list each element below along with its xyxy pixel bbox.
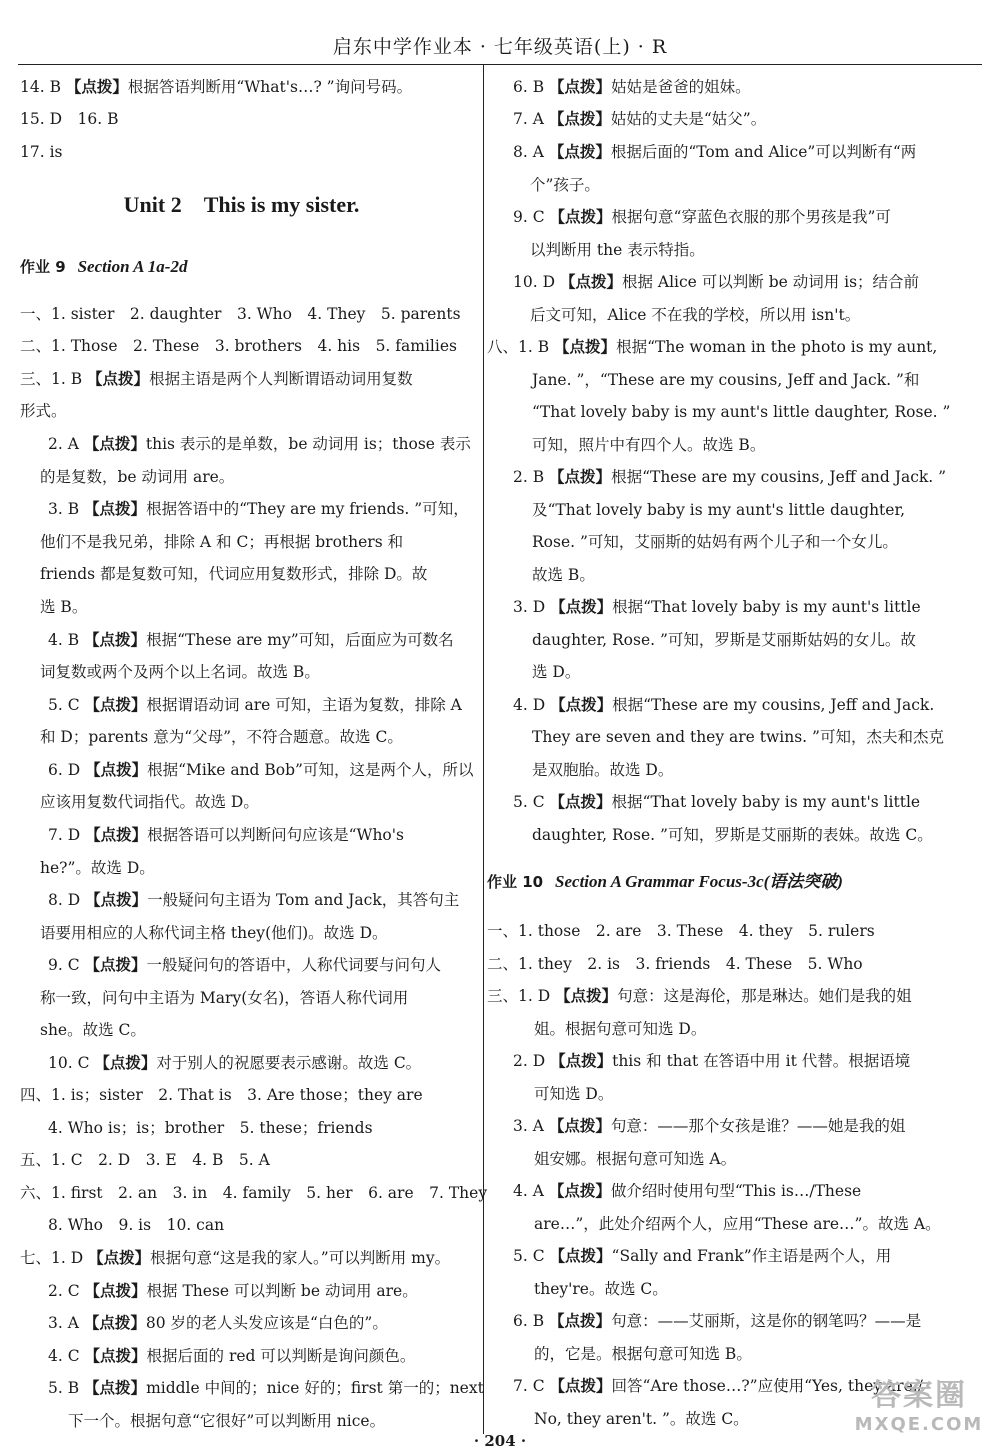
answer-number: 4. D	[513, 696, 551, 714]
answer-number: 5. C	[513, 1247, 550, 1265]
answer-number: “That lovely baby is my aunt's little daughter, Rose. ”	[532, 403, 951, 421]
watermark-text: 答案圈	[871, 1378, 967, 1413]
answer-number: 7. A	[513, 110, 549, 128]
answer-line	[513, 1245, 891, 1267]
explanation-text: 根据“That lovely baby is my aunt's little	[612, 598, 921, 616]
answer-line	[48, 954, 441, 976]
explanation-text: 根据答语判断用“What's…? ”询问号码。	[127, 78, 413, 96]
explanation-text: 句意：这是海伦，那是琳达。她们是我的姐	[617, 987, 912, 1005]
explanation-text: 姑姑是爸爸的姐妹。	[611, 78, 751, 96]
explanation-text: 根据 Alice 可以判断 be 动词用 is；结合前	[621, 273, 920, 291]
answer-number: 八、1. B	[487, 338, 555, 356]
column-divider	[483, 64, 484, 1434]
answer-line	[532, 401, 950, 423]
explanation-text: 80 岁的老人头发应该是“白色的”。	[145, 1314, 388, 1332]
answer-line	[40, 791, 259, 813]
answer-line	[532, 824, 933, 846]
answer-line	[40, 531, 403, 553]
answer-number: 七、1. D	[20, 1249, 89, 1267]
answer-line	[48, 1214, 224, 1236]
answer-number: 他们不是我兄弟，排除 A 和 C；再根据 brothers 和	[40, 533, 404, 551]
answer-line	[513, 694, 934, 716]
section-heading-1	[20, 256, 187, 278]
answer-line	[48, 694, 462, 716]
explanation-text: 根据“These are my cousins, Jeff and Jack. ”	[611, 468, 947, 486]
answer-line	[530, 304, 860, 326]
explanation-text: this 表示的是单数，be 动词用 is；those 表示	[145, 435, 471, 453]
answer-line	[532, 629, 916, 651]
watermark-logo	[844, 1378, 994, 1435]
answer-number: daughter, Rose. ”可知，罗斯是艾丽斯的表妹。故选 C。	[532, 826, 933, 844]
answer-number: 可知选 D。	[534, 1085, 614, 1103]
watermark-url: MXQE.COM	[854, 1414, 984, 1435]
answer-line	[487, 985, 912, 1007]
explanation-text: 句意：——那个女孩是谁？——她是我的姐	[610, 1117, 906, 1135]
running-header: 启东中学作业本 · 七年级英语(上) · R	[332, 36, 668, 58]
answer-line	[513, 466, 946, 488]
hint-tag: 【点拨】	[83, 435, 146, 453]
answer-line	[40, 987, 408, 1009]
answer-line	[48, 433, 471, 455]
hint-tag: 【点拨】	[548, 1117, 611, 1135]
answer-line	[530, 239, 705, 261]
answer-number: 4. B	[48, 631, 85, 649]
answer-line	[532, 726, 944, 748]
explanation-text: 根据 These 可以判断 be 动词用 are。	[146, 1282, 418, 1300]
answer-number: 10. C	[48, 1054, 95, 1072]
answer-number: 6. B	[513, 1312, 550, 1330]
answer-line	[40, 466, 234, 488]
explanation-text: 根据后面的“Tom and Alice”可以判断有“两	[610, 143, 917, 161]
answer-number: 三、1. B	[20, 370, 88, 388]
answer-number: 14. B	[20, 78, 66, 96]
answer-number: 个”孩子。	[530, 176, 600, 194]
answer-line	[532, 434, 765, 456]
answer-number: he?”。故选 D。	[40, 859, 155, 877]
explanation-text: 根据句意“穿蓝色衣服的那个男孩是我”可	[611, 208, 891, 226]
page-number: · 204 ·	[473, 1432, 527, 1450]
answer-number: 10. D	[513, 273, 560, 291]
answer-number: they're。故选 C。	[534, 1280, 668, 1298]
answer-line	[40, 857, 155, 879]
answer-number: 8. A	[513, 143, 549, 161]
answer-number: 6. D	[48, 761, 86, 779]
answer-line	[487, 920, 875, 942]
answer-number: 形式。	[20, 402, 67, 420]
explanation-text: 根据“That lovely baby is my aunt's little	[611, 793, 921, 811]
explanation-text: 根据后面的 red 可以判断是询问颜色。	[146, 1347, 416, 1365]
answer-number: 8. Who 9. is 10. can	[48, 1216, 225, 1234]
hint-tag: 【点拨】	[84, 631, 147, 649]
answer-line	[48, 1280, 418, 1302]
answer-line	[513, 596, 921, 618]
hint-tag: 【点拨】	[84, 956, 147, 974]
answer-number: 3. A	[48, 1314, 84, 1332]
answer-line	[532, 499, 905, 521]
answer-number: 4. C	[48, 1347, 85, 1365]
answer-line	[20, 400, 67, 422]
answer-number: 二、1. they 2. is 3. friends 4. These 5. Who	[487, 955, 863, 973]
answer-number: 语要用相应的人称代词主格 they(他们)。故选 D。	[40, 924, 388, 942]
explanation-text: middle 中间的；nice 好的；first 第一的；next	[146, 1379, 484, 1397]
answer-number: 四、1. is；sister 2. That is 3. Are those；they are	[20, 1086, 423, 1104]
answer-line	[513, 206, 891, 228]
answer-number: 是双胞胎。故选 D。	[532, 761, 674, 779]
answer-number: 2. D	[513, 1052, 551, 1070]
hint-tag: 【点拨】	[550, 1052, 613, 1070]
homework-label: 作业 10	[487, 873, 544, 891]
answer-line	[530, 174, 600, 196]
answer-line	[48, 629, 454, 651]
hint-tag: 【点拨】	[84, 1347, 147, 1365]
answer-line	[68, 1410, 385, 1432]
answer-line	[513, 108, 766, 130]
hint-tag: 【点拨】	[548, 110, 611, 128]
answer-line	[534, 1018, 706, 1040]
answer-line	[532, 759, 673, 781]
answer-line	[20, 303, 461, 325]
answer-number: 的，它是。根据句意可知选 B。	[534, 1345, 752, 1363]
answer-line	[48, 889, 459, 911]
hint-tag: 【点拨】	[549, 468, 612, 486]
explanation-text: 根据“Mike and Bob”可知，这是两个人，所以	[147, 761, 474, 779]
answer-line	[48, 1117, 373, 1139]
explanation-text: 根据“These are my cousins, Jeff and Jack.	[612, 696, 935, 714]
answer-number: 3. B	[48, 500, 85, 518]
explanation-text: 根据句意“这是我的家人。”可以判断用 my。	[150, 1249, 451, 1267]
answer-number: 8. D	[48, 891, 86, 909]
explanation-text: 根据答语中的“They are my friends. ”可知，	[146, 500, 469, 518]
answer-number: 2. C	[48, 1282, 85, 1300]
answer-number: 3. A	[513, 1117, 549, 1135]
answer-line	[20, 1149, 270, 1171]
answer-line	[20, 141, 63, 163]
answer-number: They are seven and they are twins. ”可知，杰夫和杰克	[532, 728, 944, 746]
answer-number: 二、1. Those 2. These 3. brothers 4. his 5. families	[20, 337, 457, 355]
answer-line	[487, 336, 937, 358]
answer-line	[20, 1084, 423, 1106]
answer-line	[534, 1083, 613, 1105]
answer-line	[40, 661, 320, 683]
answer-line	[48, 1052, 421, 1074]
answer-line	[40, 563, 427, 585]
hint-tag: 【点拨】	[83, 1314, 146, 1332]
explanation-text: 对于别人的祝愿要表示感谢。故选 C。	[156, 1054, 422, 1072]
answer-line	[40, 596, 87, 618]
answer-number: 7. D	[48, 826, 86, 844]
answer-number: 2. B	[513, 468, 550, 486]
hint-tag: 【点拨】	[84, 696, 147, 714]
answer-line	[20, 1182, 487, 1204]
hint-tag: 【点拨】	[549, 78, 612, 96]
answer-number: 5. B	[48, 1379, 85, 1397]
answer-number: 选 B。	[40, 598, 88, 616]
answer-line	[48, 498, 469, 520]
answer-number: 9. C	[513, 208, 550, 226]
hint-tag: 【点拨】	[549, 208, 612, 226]
answer-line	[534, 1408, 749, 1430]
explanation-text: 根据谓语动词 are 可知，主语为复数，排除 A	[146, 696, 462, 714]
explanation-text: 回答“Are those…?”应使用“Yes, they are./	[611, 1377, 923, 1395]
explanation-text: 句意：——艾丽斯，这是你的钢笔吗？——是	[611, 1312, 922, 1330]
answer-number: 姐。根据句意可知选 D。	[534, 1020, 707, 1038]
answer-number: 及“That lovely baby is my aunt's little daughter,	[532, 501, 906, 519]
hint-tag: 【点拨】	[549, 793, 612, 811]
answer-number: 9. C	[48, 956, 85, 974]
explanation-text: 姑姑的丈夫是“姑父”。	[610, 110, 767, 128]
answer-line	[513, 1310, 921, 1332]
answer-line	[513, 271, 919, 293]
hint-tag: 【点拨】	[549, 1247, 612, 1265]
hint-tag: 【点拨】	[85, 826, 148, 844]
answer-line	[513, 1115, 905, 1137]
answer-line	[532, 564, 595, 586]
explanation-text: 根据主语是两个人判断谓语动词用复数	[149, 370, 413, 388]
answer-line	[20, 108, 118, 130]
answer-number: Rose. ”可知，艾丽斯的姑妈有两个儿子和一个女儿。	[532, 533, 898, 551]
hint-tag: 【点拨】	[549, 1312, 612, 1330]
answer-number: 六、1. first 2. an 3. in 4. family 5. her 6. are 7. They	[20, 1184, 488, 1202]
answer-number: 一、1. those 2. are 3. These 4. they 5. rulers	[487, 922, 875, 940]
answer-line	[48, 824, 404, 846]
answer-line	[48, 1312, 388, 1334]
hint-tag: 【点拨】	[555, 987, 618, 1005]
answer-number: 4. A	[513, 1182, 549, 1200]
answer-number: 后文可知，Alice 不在我的学校，所以用 isn't。	[530, 306, 861, 324]
answer-line	[48, 1345, 415, 1367]
answer-number: 和 D；parents 意为“父母”，不符合题意。故选 C。	[40, 728, 403, 746]
explanation-text: 做介绍时使用句型“This is…/These	[610, 1182, 862, 1200]
answer-line	[20, 368, 413, 390]
answer-number: 三、1. D	[487, 987, 556, 1005]
answer-line	[532, 531, 898, 553]
hint-tag: 【点拨】	[550, 696, 613, 714]
answer-number: 选 D。	[532, 663, 581, 681]
answer-line	[20, 1247, 450, 1269]
answer-number: 3. D	[513, 598, 551, 616]
explanation-text: “Sally and Frank”作主语是两个人，用	[611, 1247, 892, 1265]
answer-line	[20, 335, 457, 357]
answer-number: 姐安娜。根据句意可知选 A。	[534, 1150, 737, 1168]
answer-number: 5. C	[513, 793, 550, 811]
hint-tag: 【点拨】	[85, 761, 148, 779]
answer-number: 故选 B。	[532, 566, 595, 584]
answer-number: 6. B	[513, 78, 550, 96]
answer-number: 的是复数，be 动词用 are。	[40, 468, 235, 486]
answer-number: 2. A	[48, 435, 84, 453]
hint-tag: 【点拨】	[85, 891, 148, 909]
hint-tag: 【点拨】	[94, 1054, 157, 1072]
answer-number: 应该用复数代词指代。故选 D。	[40, 793, 259, 811]
answer-number: 称一致，问句中主语为 Mary(女名)，答语人称代词用	[40, 989, 409, 1007]
answer-line	[48, 759, 473, 781]
explanation-text: 根据“The woman in the photo is my aunt,	[616, 338, 938, 356]
hint-tag: 【点拨】	[548, 143, 611, 161]
hint-tag: 【点拨】	[559, 273, 622, 291]
hint-tag: 【点拨】	[84, 1379, 147, 1397]
answer-number: 17. is	[20, 143, 63, 161]
unit-title: Unit 2 This is my sister.	[123, 192, 360, 217]
answer-line	[20, 76, 412, 98]
answer-line	[513, 1050, 910, 1072]
answer-line	[513, 1180, 861, 1202]
answer-number: 五、1. C 2. D 3. E 4. B 5. A	[20, 1151, 270, 1169]
explanation-text: 根据“These are my”可知，后面应为可数名	[146, 631, 454, 649]
answer-number: daughter, Rose. ”可知，罗斯是艾丽斯姑妈的女儿。故	[532, 631, 916, 649]
explanation-text: 根据答语可以判断问句应该是“Who's	[147, 826, 404, 844]
homework-label: 作业 9	[20, 258, 66, 276]
section-name: Section A Grammar Focus-3c(语法突破)	[555, 872, 843, 891]
answer-line	[513, 76, 751, 98]
explanation-text: 一般疑问句主语为 Tom and Jack，其答句主	[147, 891, 460, 909]
answer-number: 4. Who is；is；brother 5. these；friends	[48, 1119, 373, 1137]
answer-number: friends 都是复数可知，代词应用复数形式，排除 D。故	[40, 565, 428, 583]
answer-line	[534, 1148, 736, 1170]
answer-line	[534, 1343, 752, 1365]
answer-number: 7. C	[513, 1377, 550, 1395]
answer-number: No, they aren't. ”。故选 C。	[534, 1410, 749, 1428]
hint-tag: 【点拨】	[554, 338, 617, 356]
answer-line	[513, 791, 920, 813]
answer-line	[40, 1019, 146, 1041]
answer-line	[532, 369, 919, 391]
hint-tag: 【点拨】	[550, 598, 613, 616]
section-name: Section A 1a-2d	[77, 257, 188, 276]
answer-line	[534, 1213, 941, 1235]
answer-number: 5. C	[48, 696, 85, 714]
hint-tag: 【点拨】	[548, 1182, 611, 1200]
explanation-text: this 和 that 在答语中用 it 代替。根据语境	[612, 1052, 911, 1070]
answer-number: 词复数或两个及两个以上名词。故选 B。	[40, 663, 320, 681]
answer-line	[487, 953, 863, 975]
hint-tag: 【点拨】	[88, 1249, 151, 1267]
section-heading-2	[487, 871, 843, 893]
answer-line	[40, 726, 403, 748]
header-rule	[18, 64, 982, 65]
hint-tag: 【点拨】	[87, 370, 150, 388]
answer-number: 下一个。根据句意“它很好”可以判断用 nice。	[68, 1412, 386, 1430]
answer-number: 15. D 16. B	[20, 110, 119, 128]
answer-number: 一、1. sister 2. daughter 3. Who 4. They 5. parents	[20, 305, 461, 323]
hint-tag: 【点拨】	[84, 1282, 147, 1300]
answer-line	[40, 922, 388, 944]
answer-line	[48, 1377, 484, 1399]
hint-tag: 【点拨】	[65, 78, 128, 96]
answer-line	[534, 1278, 668, 1300]
hint-tag: 【点拨】	[84, 500, 147, 518]
answer-number: are…”，此处介绍两个人，应用“These are…”。故选 A。	[534, 1215, 941, 1233]
answer-line	[513, 141, 916, 163]
answer-number: Jane. ”，“These are my cousins, Jeff and Jack. ”和	[532, 371, 920, 389]
explanation-text: 一般疑问句的答语中，人称代词要与问句人	[146, 956, 442, 974]
answer-number: 以判断用 the 表示特指。	[530, 241, 705, 259]
answer-number: she。故选 C。	[40, 1021, 146, 1039]
answer-number: 可知，照片中有四个人。故选 B。	[532, 436, 766, 454]
answer-line	[532, 661, 580, 683]
hint-tag: 【点拨】	[549, 1377, 612, 1395]
